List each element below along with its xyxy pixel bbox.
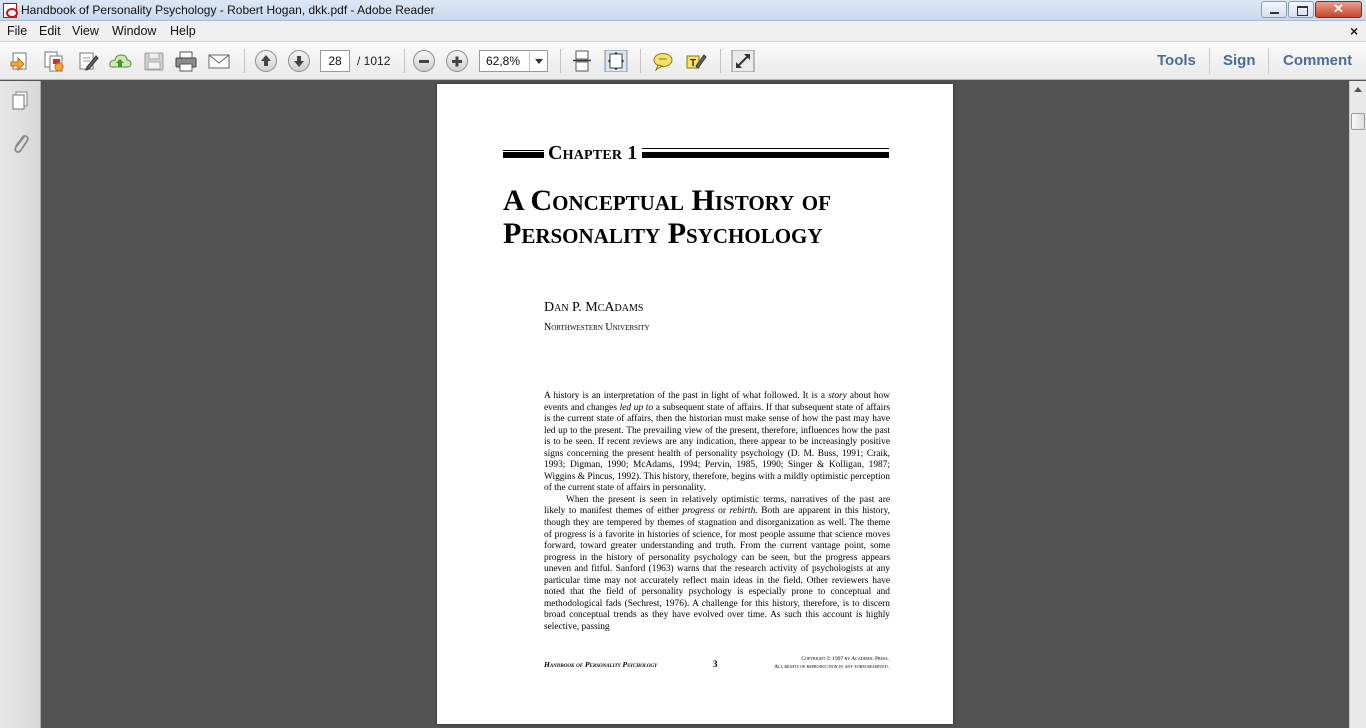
text-run: a subsequent state of affairs. If that subsequent state of affairs is the current state of affairs, then the historian must make sense of how the past may have led up to the present. The prevailing view of the present, therefore, influences how the past is to be seen. If recent reviews are any indication, there appear to be increasingly positive signs concerning the present health of personality psychology (D. M. Buss, 1991; Craik, 1993; Digman, 1990; McAdams, 1994; Pervin, 1985, 1990; Singer & Kolligan, 1987; Wiggins & Pincus, 1992). This history, therefore, begins with a mildly optimistic perception of the current state of affairs in personality. — [544, 402, 890, 494]
previous-page-icon — [256, 51, 276, 71]
minimize-button[interactable] — [1261, 1, 1287, 18]
sign-pane-button[interactable]: Sign — [1223, 52, 1256, 69]
next-page-icon — [289, 51, 309, 71]
close-window-button[interactable] — [1315, 1, 1362, 18]
attachments-icon[interactable] — [9, 132, 31, 156]
chapter-title — [503, 184, 903, 250]
next-page-button[interactable] — [288, 50, 310, 72]
page-number-input[interactable]: 28 — [320, 50, 350, 72]
italic-run: story — [828, 391, 847, 401]
page-thumbnails-icon[interactable] — [9, 90, 31, 112]
save-icon[interactable] — [142, 50, 166, 72]
toolbar-separator — [560, 49, 561, 73]
maximize-button[interactable] — [1288, 1, 1314, 18]
chapter-title-line: A Conceptual History of — [503, 184, 831, 217]
text-run: A history is an interpretation of the past in light of what followed. It is a — [544, 391, 829, 401]
highlight-text-icon[interactable] — [684, 50, 708, 72]
page-count-label: / 1012 — [357, 54, 391, 68]
close-icon: ✕ — [1333, 1, 1344, 16]
menu-window[interactable]: Window — [112, 24, 157, 38]
toolbar-separator — [640, 49, 641, 73]
author-affiliation: Northwestern University — [544, 322, 650, 333]
menu-help[interactable]: Help — [170, 24, 196, 38]
zoom-select[interactable] — [479, 50, 548, 72]
sticky-note-icon[interactable] — [651, 50, 675, 72]
chevron-down-icon[interactable] — [529, 51, 547, 71]
adobe-reader-app-icon[interactable] — [3, 3, 17, 18]
menu-edit[interactable]: Edit — [39, 24, 61, 38]
title-bar — [0, 0, 1366, 21]
body-paragraph — [544, 495, 890, 634]
copyright-line: All rights of reproduction in any form reserved. — [774, 664, 889, 670]
chapter-heading — [503, 142, 889, 166]
body-text — [544, 391, 890, 633]
tools-pane-button[interactable]: Tools — [1157, 52, 1196, 69]
copyright-line: Copyright © 1997 by Academic Press. — [801, 656, 889, 662]
toolbar — [0, 42, 1366, 80]
footer-book-title: Handbook of Personality Psychology — [544, 660, 658, 669]
scrollbar-thumb[interactable] — [1351, 113, 1365, 130]
zoom-out-button[interactable] — [413, 50, 435, 72]
scroll-up-icon[interactable] — [1350, 81, 1366, 98]
navigation-pane — [0, 81, 41, 728]
author-name: Dan P. McAdams — [544, 300, 644, 315]
print-icon[interactable] — [174, 50, 198, 72]
scrolling-mode-icon[interactable] — [570, 50, 594, 72]
chapter-rule-left — [503, 152, 544, 158]
previous-page-button[interactable] — [255, 50, 277, 72]
email-icon[interactable] — [207, 50, 231, 72]
menu-bar — [0, 21, 1366, 42]
chapter-title-line: Personality Psychology — [503, 217, 823, 250]
expand-icon[interactable] — [731, 50, 755, 72]
toolbar-separator — [404, 49, 405, 73]
toolbar-separator — [720, 49, 721, 73]
toolbar-separator — [1209, 48, 1210, 74]
italic-run: rebirth. — [729, 506, 758, 517]
vertical-scrollbar[interactable] — [1349, 81, 1366, 728]
svg-text:T: T — [690, 58, 697, 69]
document-page — [437, 84, 953, 724]
zoom-in-icon — [447, 51, 467, 71]
italic-run: led up to — [619, 402, 654, 413]
text-run: or — [714, 506, 730, 517]
menu-file[interactable]: File — [7, 24, 28, 38]
menu-view[interactable]: View — [72, 24, 99, 38]
create-pdf-icon[interactable] — [8, 50, 32, 72]
fit-page-icon[interactable] — [604, 50, 628, 72]
text-run: When the present is seen in relatively optimistic terms, narratives of the past are likely to manifest themes of either — [544, 494, 890, 517]
toolbar-separator — [244, 49, 245, 73]
text-run: Both are apparent in this history, though they are tempered by themes of stagnation and disorganization as well. The theme of progress is a favorite in histories of science, for most people assume that science moves forward, toward greater understanding and truth. From the current vantage point, some progress in the history of personality psychology can be seen, but the progress appears uneven and fitful. Sanford (1963) warns that the research activity of psychologists at any particular time may not accurately reflect main ideas in the field. Other reviewers have noted that the field of personality psychology is especially prone to conceptual and methodological fads (Sechrest, 1976). A challenge for this history, therefore, is to discern broad conceptual trends as they have evolved over time. As such this account is highly selective, passing — [544, 506, 890, 632]
close-document-icon[interactable]: × — [1350, 23, 1359, 39]
upload-icon[interactable] — [108, 50, 132, 72]
text-run: about how events and changes — [544, 391, 890, 413]
chapter-label: Chapter 1 — [548, 142, 638, 164]
toolbar-separator — [1268, 48, 1269, 74]
footer-page-number: 3 — [713, 659, 718, 669]
combine-files-icon[interactable] — [42, 50, 66, 72]
chapter-rule-right — [642, 152, 889, 158]
zoom-in-button[interactable] — [446, 50, 468, 72]
comment-pane-button[interactable]: Comment — [1283, 52, 1353, 69]
zoom-value: 62,8% — [486, 54, 521, 68]
zoom-out-icon — [414, 51, 434, 71]
footer-copyright — [755, 655, 889, 671]
edit-pdf-icon[interactable] — [76, 50, 100, 72]
window-title: Handbook of Personality Psychology - Robert Hogan, dkk.pdf - Adobe Reader — [21, 3, 435, 17]
body-paragraph — [544, 391, 890, 495]
italic-run: progress — [682, 506, 715, 517]
